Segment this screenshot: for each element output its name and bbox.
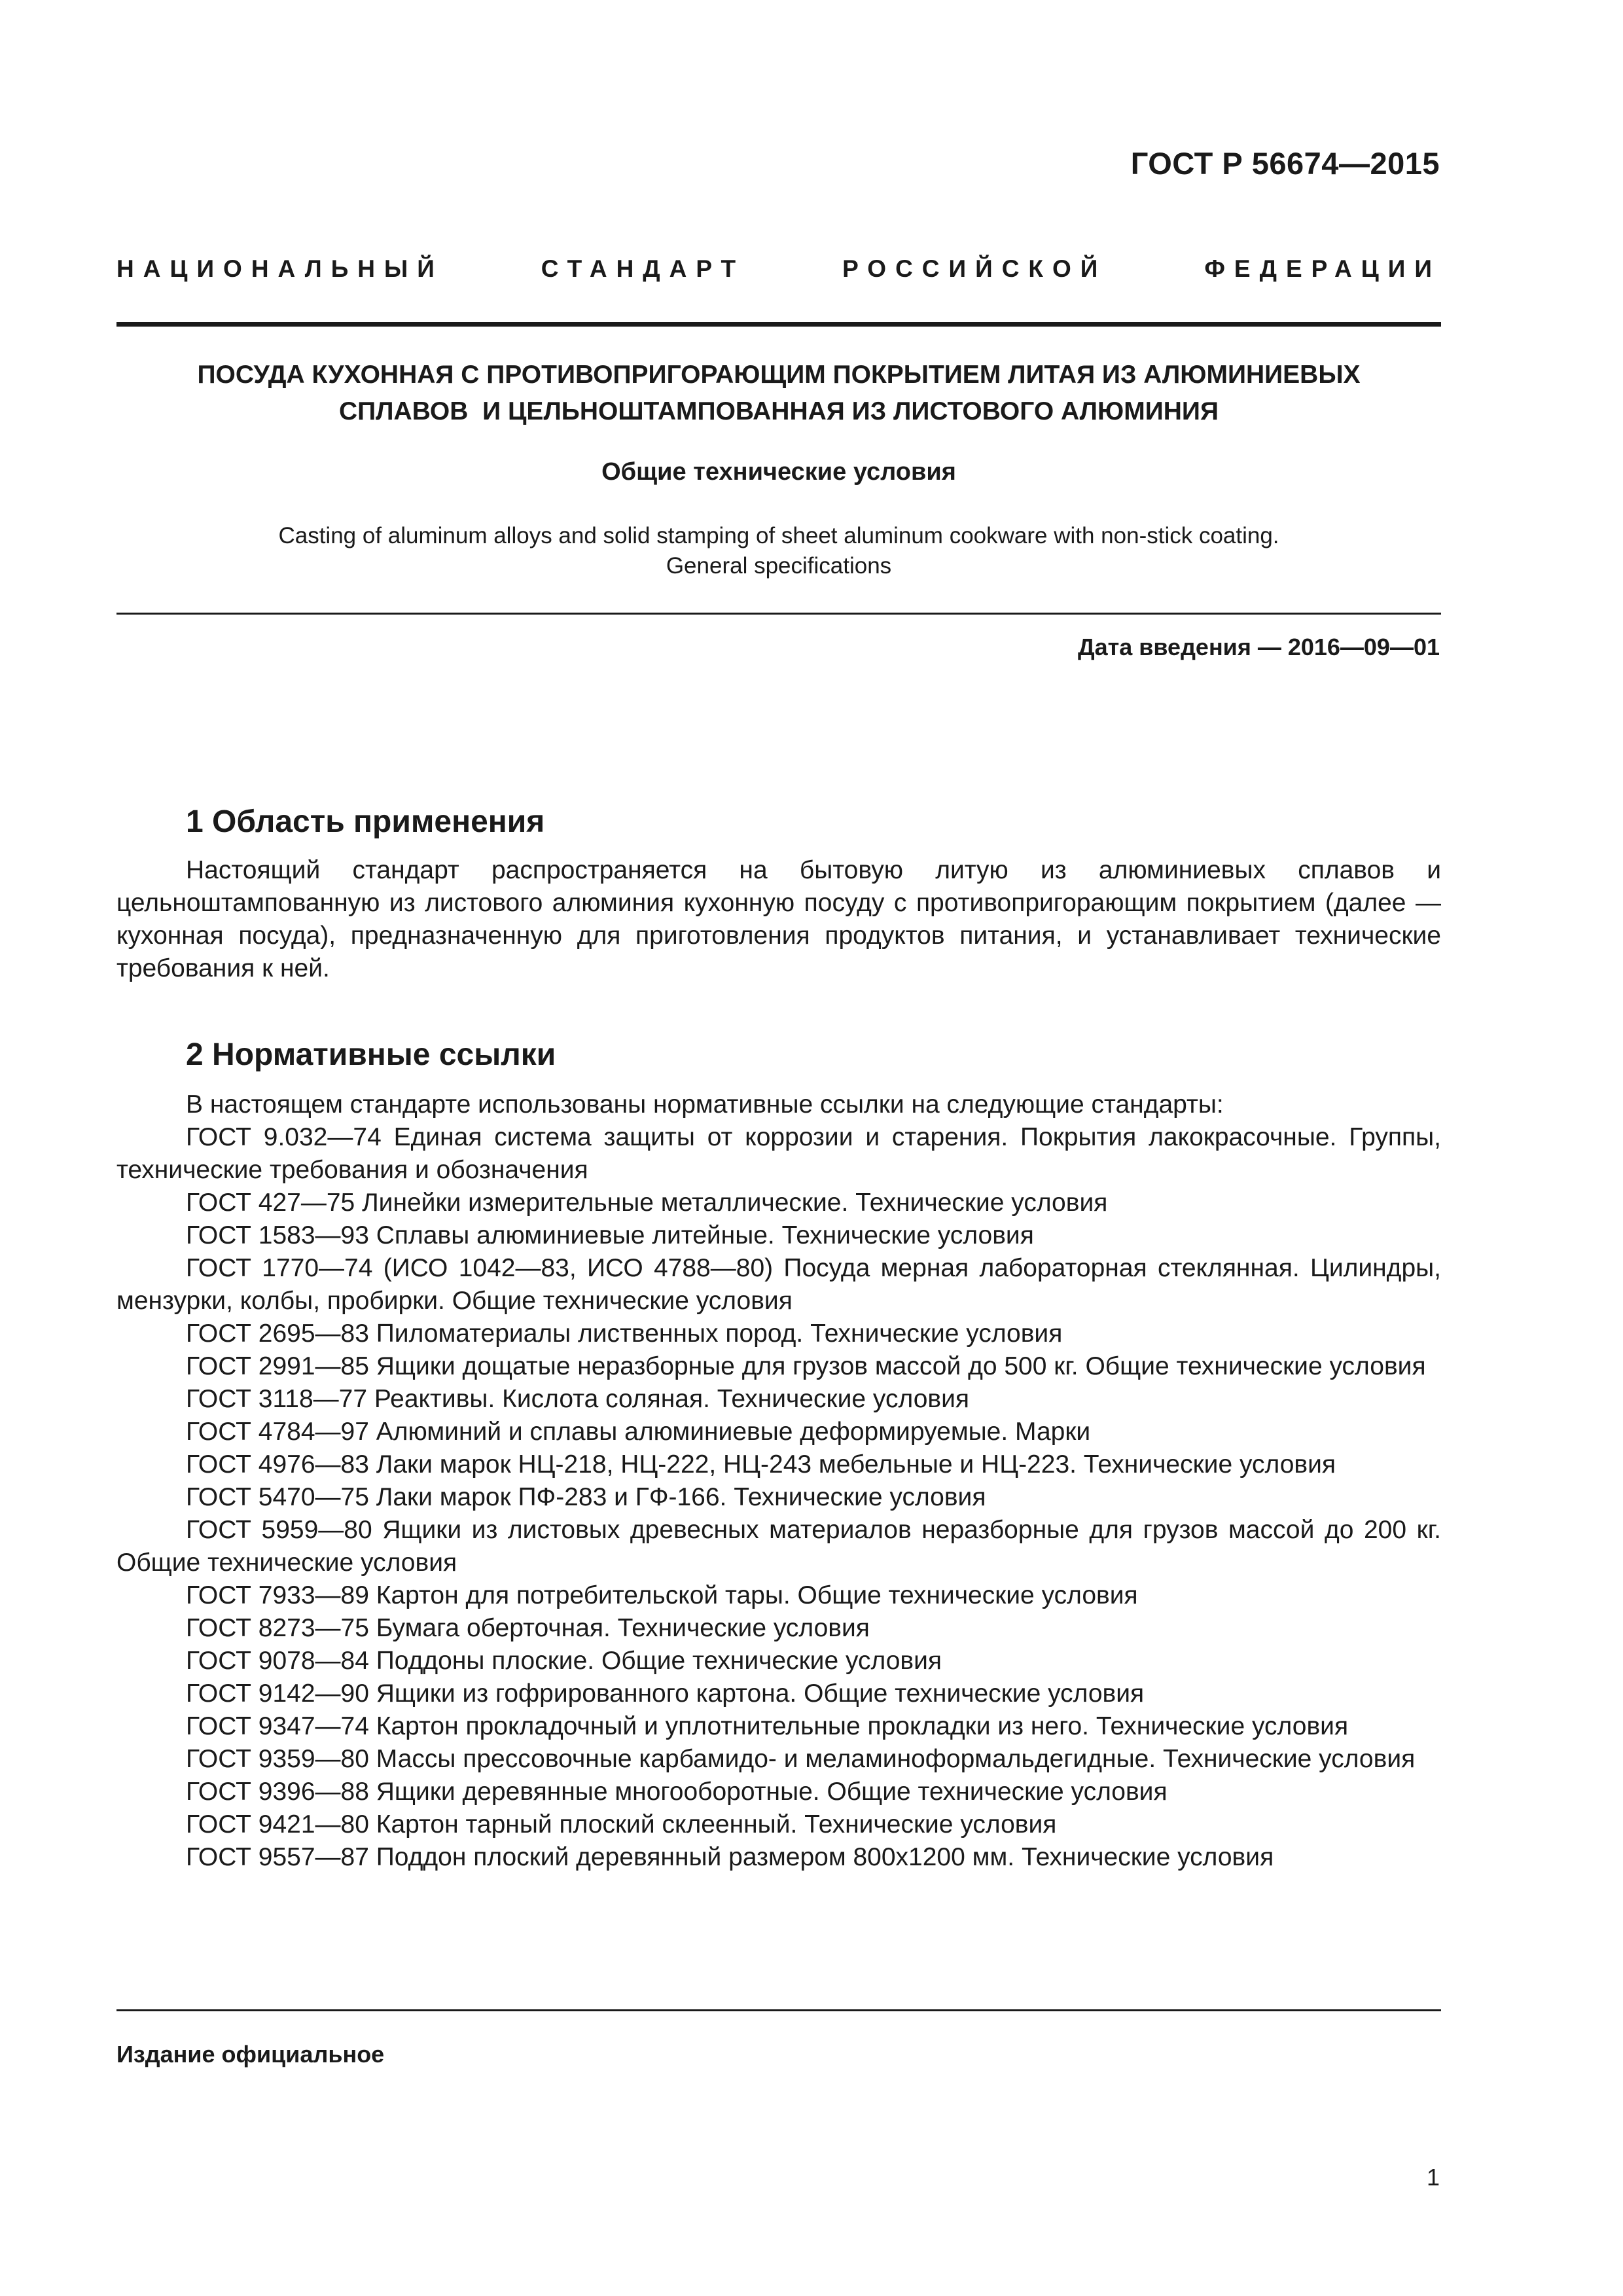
section-scope	[116, 804, 1441, 985]
reference-item: ГОСТ 9.032—74 Единая система защиты от коррозии и старения. Покрытия лакокрасочные. Группы, технические требования и обозначения	[116, 1123, 1441, 1184]
reference-list	[116, 1121, 1441, 1874]
section-paragraph: Настоящий стандарт распространяется на бытовую литую из алюминиевых сплавов и цельноштампованную из листового алюминия кухонную посуду с противопригорающим покрытием (далее — кухонная посуда), предназначенную для приготовления продуктов питания, и устанавливает технические требования к ней.	[116, 856, 1441, 982]
header-divider	[116, 322, 1441, 327]
reference-item: ГОСТ 9396—88 Ящики деревянные многооборотные. Общие технические условия	[186, 1778, 1168, 1806]
reference-item: ГОСТ 7933—89 Картон для потребительской тары. Общие технические условия	[186, 1581, 1138, 1609]
section-heading: 1 Область применения	[186, 804, 545, 839]
english-title-line-2: General specifications	[666, 553, 892, 579]
section-intro: В настоящем стандарте использованы нормативные ссылки на следующие стандарты:	[186, 1090, 1224, 1119]
page-number: 1	[1426, 2164, 1440, 2191]
reference-item: ГОСТ 1770—74 (ИСО 1042—83, ИСО 4788—80) Посуда мерная лабораторная стеклянная. Цилиндры, мензурки, колбы, пробирки. Общие технические условия	[116, 1254, 1441, 1315]
reference-item: ГОСТ 1583—93 Сплавы алюминиевые литейные. Технические условия	[186, 1221, 1034, 1249]
reference-item: ГОСТ 5470—75 Лаки марок ПФ-283 и ГФ-166. Технические условия	[186, 1483, 986, 1511]
footer-divider	[116, 2009, 1441, 2011]
english-title-line-1: Casting of aluminum alloys and solid stamping of sheet aluminum cookware with non-stick coating.	[278, 523, 1279, 548]
gost-number: ГОСТ Р 56674—2015	[1130, 146, 1440, 181]
official-edition-label: Издание официальное	[116, 2041, 385, 2068]
section-normative-references	[116, 1037, 1441, 1874]
reference-item: ГОСТ 9421—80 Картон тарный плоский склеенный. Технические условия	[186, 1810, 1057, 1839]
national-standard-banner: НАЦИОНАЛЬНЫЙ СТАНДАРТ РОССИЙСКОЙ ФЕДЕРАЦИИ	[116, 255, 1441, 282]
reference-item: ГОСТ 8273—75 Бумага оберточная. Технические условия	[186, 1614, 870, 1642]
reference-item: ГОСТ 9359—80 Массы прессовочные карбамидо- и меламиноформальдегидные. Технические условия	[186, 1745, 1416, 1773]
reference-item: ГОСТ 2991—85 Ящики дощатые неразборные для грузов массой до 500 кг. Общие технические условия	[186, 1352, 1426, 1380]
section-heading: 2 Нормативные ссылки	[186, 1037, 556, 1072]
english-title	[116, 521, 1441, 581]
reference-item: ГОСТ 9557—87 Поддон плоский деревянный размером 800x1200 мм. Технические условия	[186, 1843, 1274, 1871]
reference-item: ГОСТ 3118—77 Реактивы. Кислота соляная. Технические условия	[186, 1385, 970, 1413]
title-line-2: СПЛАВОВ И ЦЕЛЬНОШТАМПОВАННАЯ ИЗ ЛИСТОВОГО АЛЮМИНИЯ	[338, 397, 1219, 425]
title-divider	[116, 613, 1441, 615]
title-line-1: ПОСУДА КУХОННАЯ С ПРОТИВОПРИГОРАЮЩИМ ПОКРЫТИЕМ ЛИТАЯ ИЗ АЛЮМИНИЕВЫХ	[197, 361, 1361, 389]
document-subtitle: Общие технические условия	[601, 458, 956, 486]
reference-item: ГОСТ 4976—83 Лаки марок НЦ-218, НЦ-222, НЦ-243 мебельные и НЦ-223. Технические условия	[186, 1450, 1336, 1479]
reference-item: ГОСТ 9347—74 Картон прокладочный и уплотнительные прокладки из него. Технические условия	[186, 1712, 1349, 1740]
introduction-date: Дата введения — 2016—09—01	[1077, 634, 1440, 660]
reference-item: ГОСТ 5959—80 Ящики из листовых древесных материалов неразборные для грузов массой до 200 кг. Общие технические условия	[116, 1516, 1441, 1577]
reference-item: ГОСТ 9142—90 Ящики из гофрированного картона. Общие технические условия	[186, 1679, 1145, 1708]
document-title	[116, 357, 1441, 430]
reference-item: ГОСТ 9078—84 Поддоны плоские. Общие технические условия	[186, 1647, 942, 1675]
reference-item: ГОСТ 4784—97 Алюминий и сплавы алюминиевые деформируемые. Марки	[186, 1418, 1091, 1446]
reference-item: ГОСТ 427—75 Линейки измерительные металлические. Технические условия	[186, 1189, 1108, 1217]
reference-item: ГОСТ 2695—83 Пиломатериалы лиственных пород. Технические условия	[186, 1319, 1063, 1348]
